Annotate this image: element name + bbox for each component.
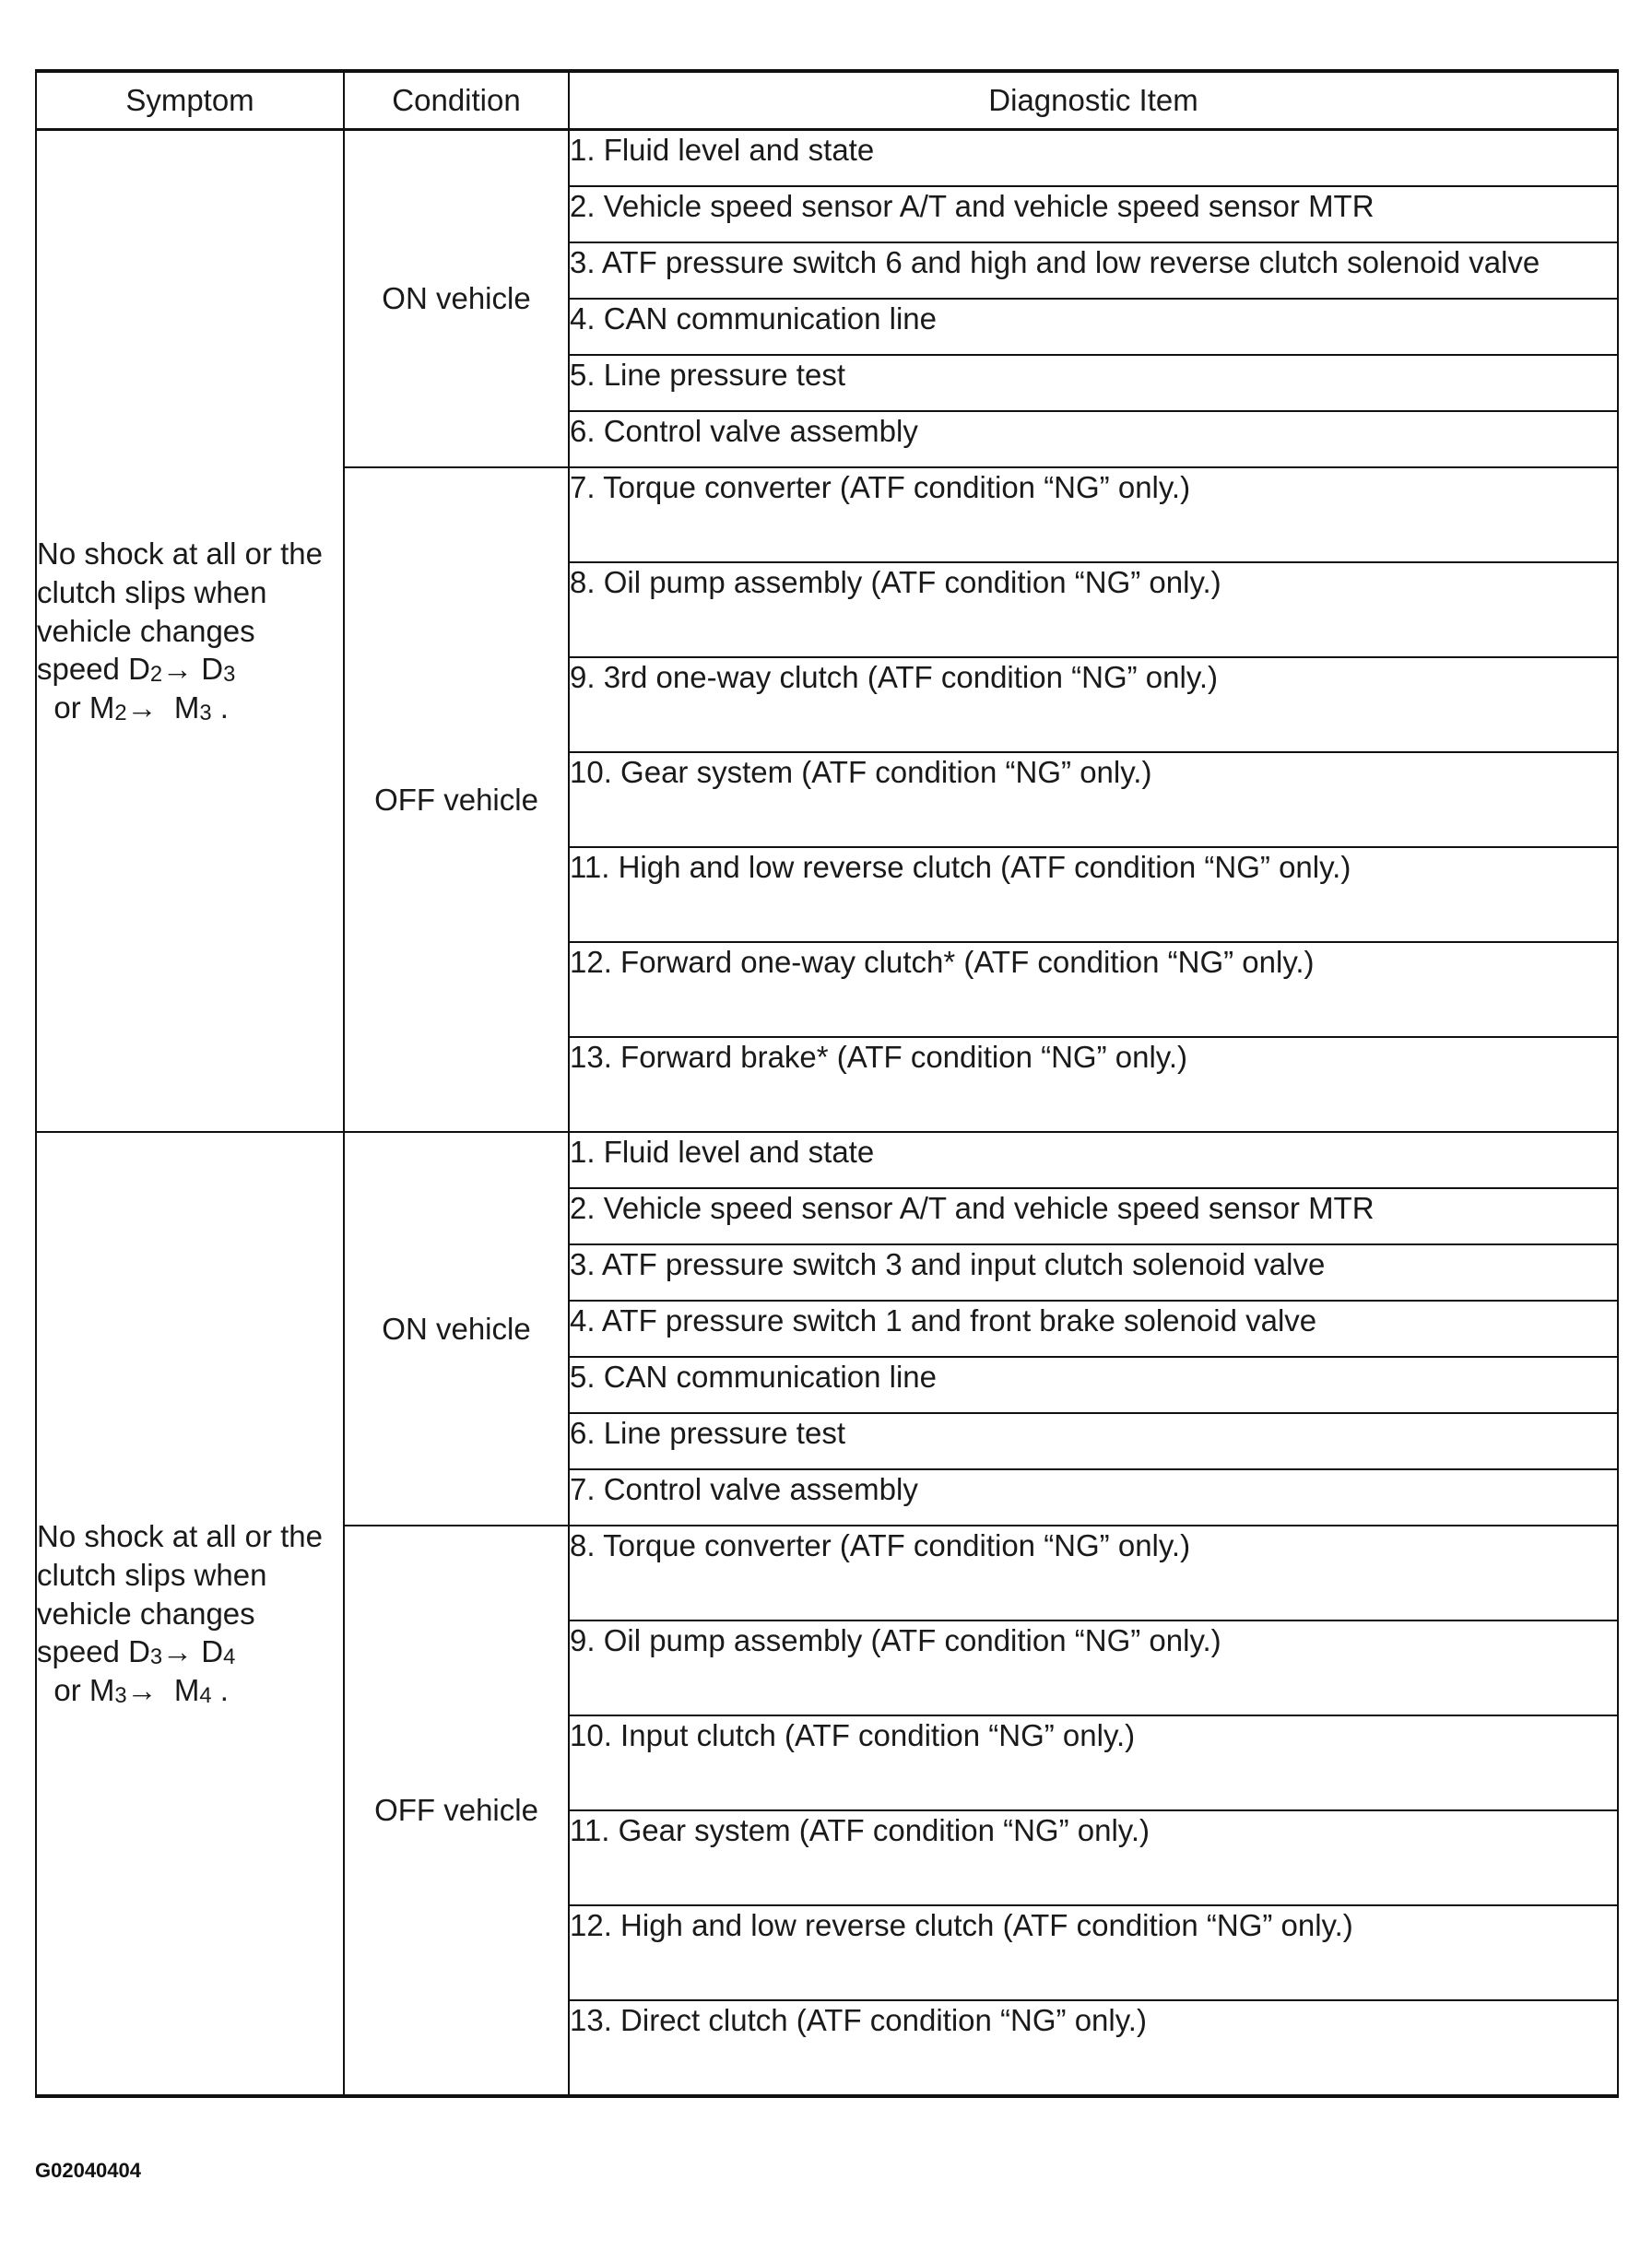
- diagnostic-item: 4. ATF pressure switch 1 and front brake solenoid valve: [569, 1301, 1618, 1357]
- header-condition: Condition: [344, 71, 569, 130]
- table-row: [36, 1132, 1618, 1188]
- table-header: [36, 71, 1618, 130]
- symptom-subscript: 3: [114, 1682, 127, 1708]
- symptom-or-text: or M: [37, 690, 115, 725]
- header-row: [36, 71, 1618, 130]
- diagnostic-item: 12. Forward one-way clutch* (ATF condition “NG” only.): [569, 942, 1618, 1037]
- symptom-subscript: 2: [114, 700, 127, 725]
- symptom-arrow-text: → M: [126, 690, 200, 725]
- diagnostic-item: 5. CAN communication line: [569, 1357, 1618, 1413]
- header-diagnostic-item: Diagnostic Item: [569, 71, 1618, 130]
- diagnostic-item: 12. High and low reverse clutch (ATF condition “NG” only.): [569, 1905, 1618, 2000]
- condition-off-vehicle: OFF vehicle: [344, 1526, 569, 2096]
- symptom-or-text: or M: [37, 1673, 115, 1708]
- diagnostic-item: 13. Forward brake* (ATF condition “NG” only.): [569, 1037, 1618, 1132]
- diagnostic-item: 11. Gear system (ATF condition “NG” only.): [569, 1810, 1618, 1905]
- condition-on-vehicle: ON vehicle: [344, 1132, 569, 1526]
- symptom-subscript: 3: [149, 1644, 163, 1669]
- symptom-cell: [36, 130, 344, 1133]
- symptom-subscript: 3: [223, 661, 236, 687]
- diagnostic-item: 1. Fluid level and state: [569, 130, 1618, 187]
- diagnostic-item: 9. Oil pump assembly (ATF condition “NG” only.): [569, 1620, 1618, 1715]
- diagnostic-item: 9. 3rd one-way clutch (ATF condition “NG” only.): [569, 657, 1618, 752]
- diagnostic-item: 6. Control valve assembly: [569, 411, 1618, 467]
- diagnostic-item: 3. ATF pressure switch 6 and high and low reverse clutch solenoid valve: [569, 242, 1618, 299]
- symptom-end-text: .: [211, 690, 229, 725]
- diagnostic-item: 7. Torque converter (ATF condition “NG” only.): [569, 467, 1618, 562]
- table-row: [36, 130, 1618, 187]
- diagnostic-item: 1. Fluid level and state: [569, 1132, 1618, 1188]
- diagnostic-item: 6. Line pressure test: [569, 1413, 1618, 1469]
- symptom-arrow-text: → D: [162, 652, 224, 687]
- symptom-subscript: 2: [149, 661, 163, 687]
- diagnostic-item: 8. Torque converter (ATF condition “NG” only.): [569, 1526, 1618, 1620]
- diagnostic-item: 8. Oil pump assembly (ATF condition “NG” only.): [569, 562, 1618, 657]
- symptom-arrow-text: → M: [126, 1673, 200, 1708]
- diagnostic-item: 7. Control valve assembly: [569, 1469, 1618, 1526]
- symptom-end-text: .: [211, 1673, 229, 1708]
- symptom-text: No shock at all or the clutch slips when vehicle changes speed D: [37, 1518, 323, 1669]
- diagnostic-item: 10. Gear system (ATF condition “NG” only.): [569, 752, 1618, 847]
- diagnostic-item: 2. Vehicle speed sensor A/T and vehicle speed sensor MTR: [569, 1188, 1618, 1244]
- symptom-cell: [36, 1132, 344, 2096]
- diagnostic-item: 10. Input clutch (ATF condition “NG” only.): [569, 1715, 1618, 1810]
- table-body: [36, 130, 1618, 2097]
- condition-on-vehicle: ON vehicle: [344, 130, 569, 468]
- symptom-subscript: 4: [199, 1682, 212, 1708]
- figure-id: G02040404: [35, 2159, 141, 2182]
- diagnostic-table: [35, 69, 1619, 2098]
- symptom-arrow-text: → D: [162, 1634, 224, 1669]
- diagnostic-item: 3. ATF pressure switch 3 and input clutch solenoid valve: [569, 1244, 1618, 1301]
- diagnostic-item: 4. CAN communication line: [569, 299, 1618, 355]
- condition-off-vehicle: OFF vehicle: [344, 467, 569, 1132]
- symptom-text: No shock at all or the clutch slips when vehicle changes speed D: [37, 536, 323, 687]
- diagnostic-item: 13. Direct clutch (ATF condition “NG” only.): [569, 2000, 1618, 2096]
- header-symptom: Symptom: [36, 71, 344, 130]
- diagnostic-item: 5. Line pressure test: [569, 355, 1618, 411]
- diagnostic-item: 11. High and low reverse clutch (ATF condition “NG” only.): [569, 847, 1618, 942]
- diagnostic-item: 2. Vehicle speed sensor A/T and vehicle speed sensor MTR: [569, 186, 1618, 242]
- symptom-subscript: 3: [199, 700, 212, 725]
- symptom-subscript: 4: [223, 1644, 236, 1669]
